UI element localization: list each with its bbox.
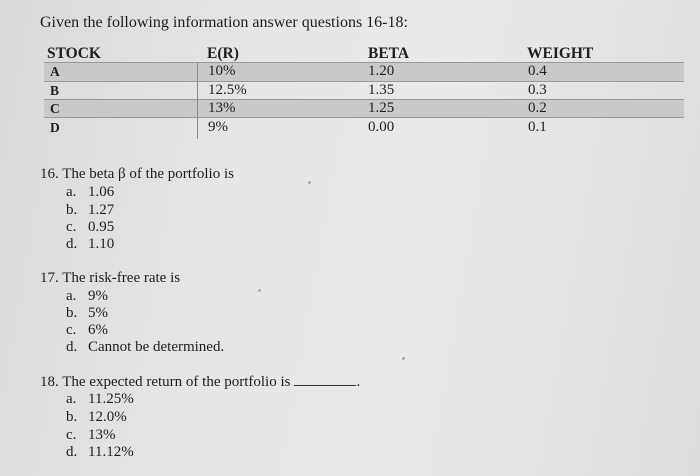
option-text: Cannot be determined. <box>88 339 225 355</box>
cell-stock: D <box>50 120 60 135</box>
paper-speck <box>258 289 261 292</box>
cell-beta: 1.25 <box>368 100 395 116</box>
option-text: 9% <box>88 288 108 304</box>
answer-option <box>66 391 134 408</box>
answer-option <box>66 202 114 219</box>
question-text: 17. The risk-free rate is <box>40 270 181 286</box>
answer-option <box>66 409 127 426</box>
cell-stock: C <box>50 101 60 116</box>
table-row-band <box>44 63 684 81</box>
answer-option <box>66 339 224 356</box>
column-separator <box>197 63 198 139</box>
option-text: 5% <box>88 305 108 321</box>
cell-weight: 0.3 <box>528 82 547 98</box>
cell-stock: B <box>50 83 60 98</box>
option-letter: a. <box>66 391 77 407</box>
option-letter: a. <box>66 288 77 304</box>
option-letter: c. <box>66 219 77 235</box>
instructions-heading: Given the following information answer questions 16-18: <box>40 14 408 31</box>
answer-option <box>66 184 114 201</box>
table-divider <box>44 81 684 82</box>
answer-option <box>66 236 114 253</box>
cell-beta: 0.00 <box>368 119 395 135</box>
answer-option <box>66 322 108 339</box>
option-text: 11.12% <box>88 444 134 460</box>
cell-weight: 0.2 <box>528 100 547 116</box>
cell-er: 13% <box>208 100 236 116</box>
option-letter: d. <box>66 339 78 355</box>
question-text: 18. The expected return of the portfolio is <box>40 374 291 390</box>
option-letter: a. <box>66 184 77 200</box>
cell-er: 10% <box>208 63 236 79</box>
answer-option <box>66 288 108 305</box>
answer-option <box>66 219 114 236</box>
header-beta: BETA <box>368 45 410 62</box>
option-letter: c. <box>66 322 77 338</box>
cell-beta: 1.35 <box>368 82 395 98</box>
answer-option <box>66 444 134 461</box>
header-stock: STOCK <box>47 45 101 62</box>
cell-weight: 0.1 <box>528 119 547 135</box>
option-text: 6% <box>88 322 108 338</box>
header-weight: WEIGHT <box>527 45 594 62</box>
cell-stock: A <box>50 64 60 79</box>
answer-blank <box>294 373 356 386</box>
question-text: 16. The beta β of the portfolio is <box>40 166 234 182</box>
option-letter: b. <box>66 305 78 321</box>
cell-weight: 0.4 <box>528 63 547 79</box>
option-letter: b. <box>66 409 78 425</box>
header-er: E(R) <box>207 45 239 62</box>
cell-er: 12.5% <box>208 82 247 98</box>
option-letter: d. <box>66 444 78 460</box>
option-text: 1.06 <box>88 184 115 200</box>
option-text: 11.25% <box>88 391 134 407</box>
answer-option <box>66 305 108 322</box>
option-letter: b. <box>66 202 78 218</box>
question-suffix: . <box>356 374 361 390</box>
question-text-row <box>40 373 360 391</box>
cell-beta: 1.20 <box>368 63 395 79</box>
option-text: 1.27 <box>88 202 115 218</box>
table-divider <box>44 117 684 118</box>
option-text: 0.95 <box>88 219 115 235</box>
table-row-band <box>44 99 684 117</box>
option-letter: d. <box>66 236 78 252</box>
option-text: 13% <box>88 427 116 443</box>
table-divider <box>44 99 684 100</box>
option-letter: c. <box>66 427 77 443</box>
answer-option <box>66 427 116 444</box>
cell-er: 9% <box>208 119 228 135</box>
option-text: 1.10 <box>88 236 115 252</box>
paper-speck <box>308 181 311 184</box>
paper-speck <box>402 357 405 360</box>
option-text: 12.0% <box>88 409 127 425</box>
